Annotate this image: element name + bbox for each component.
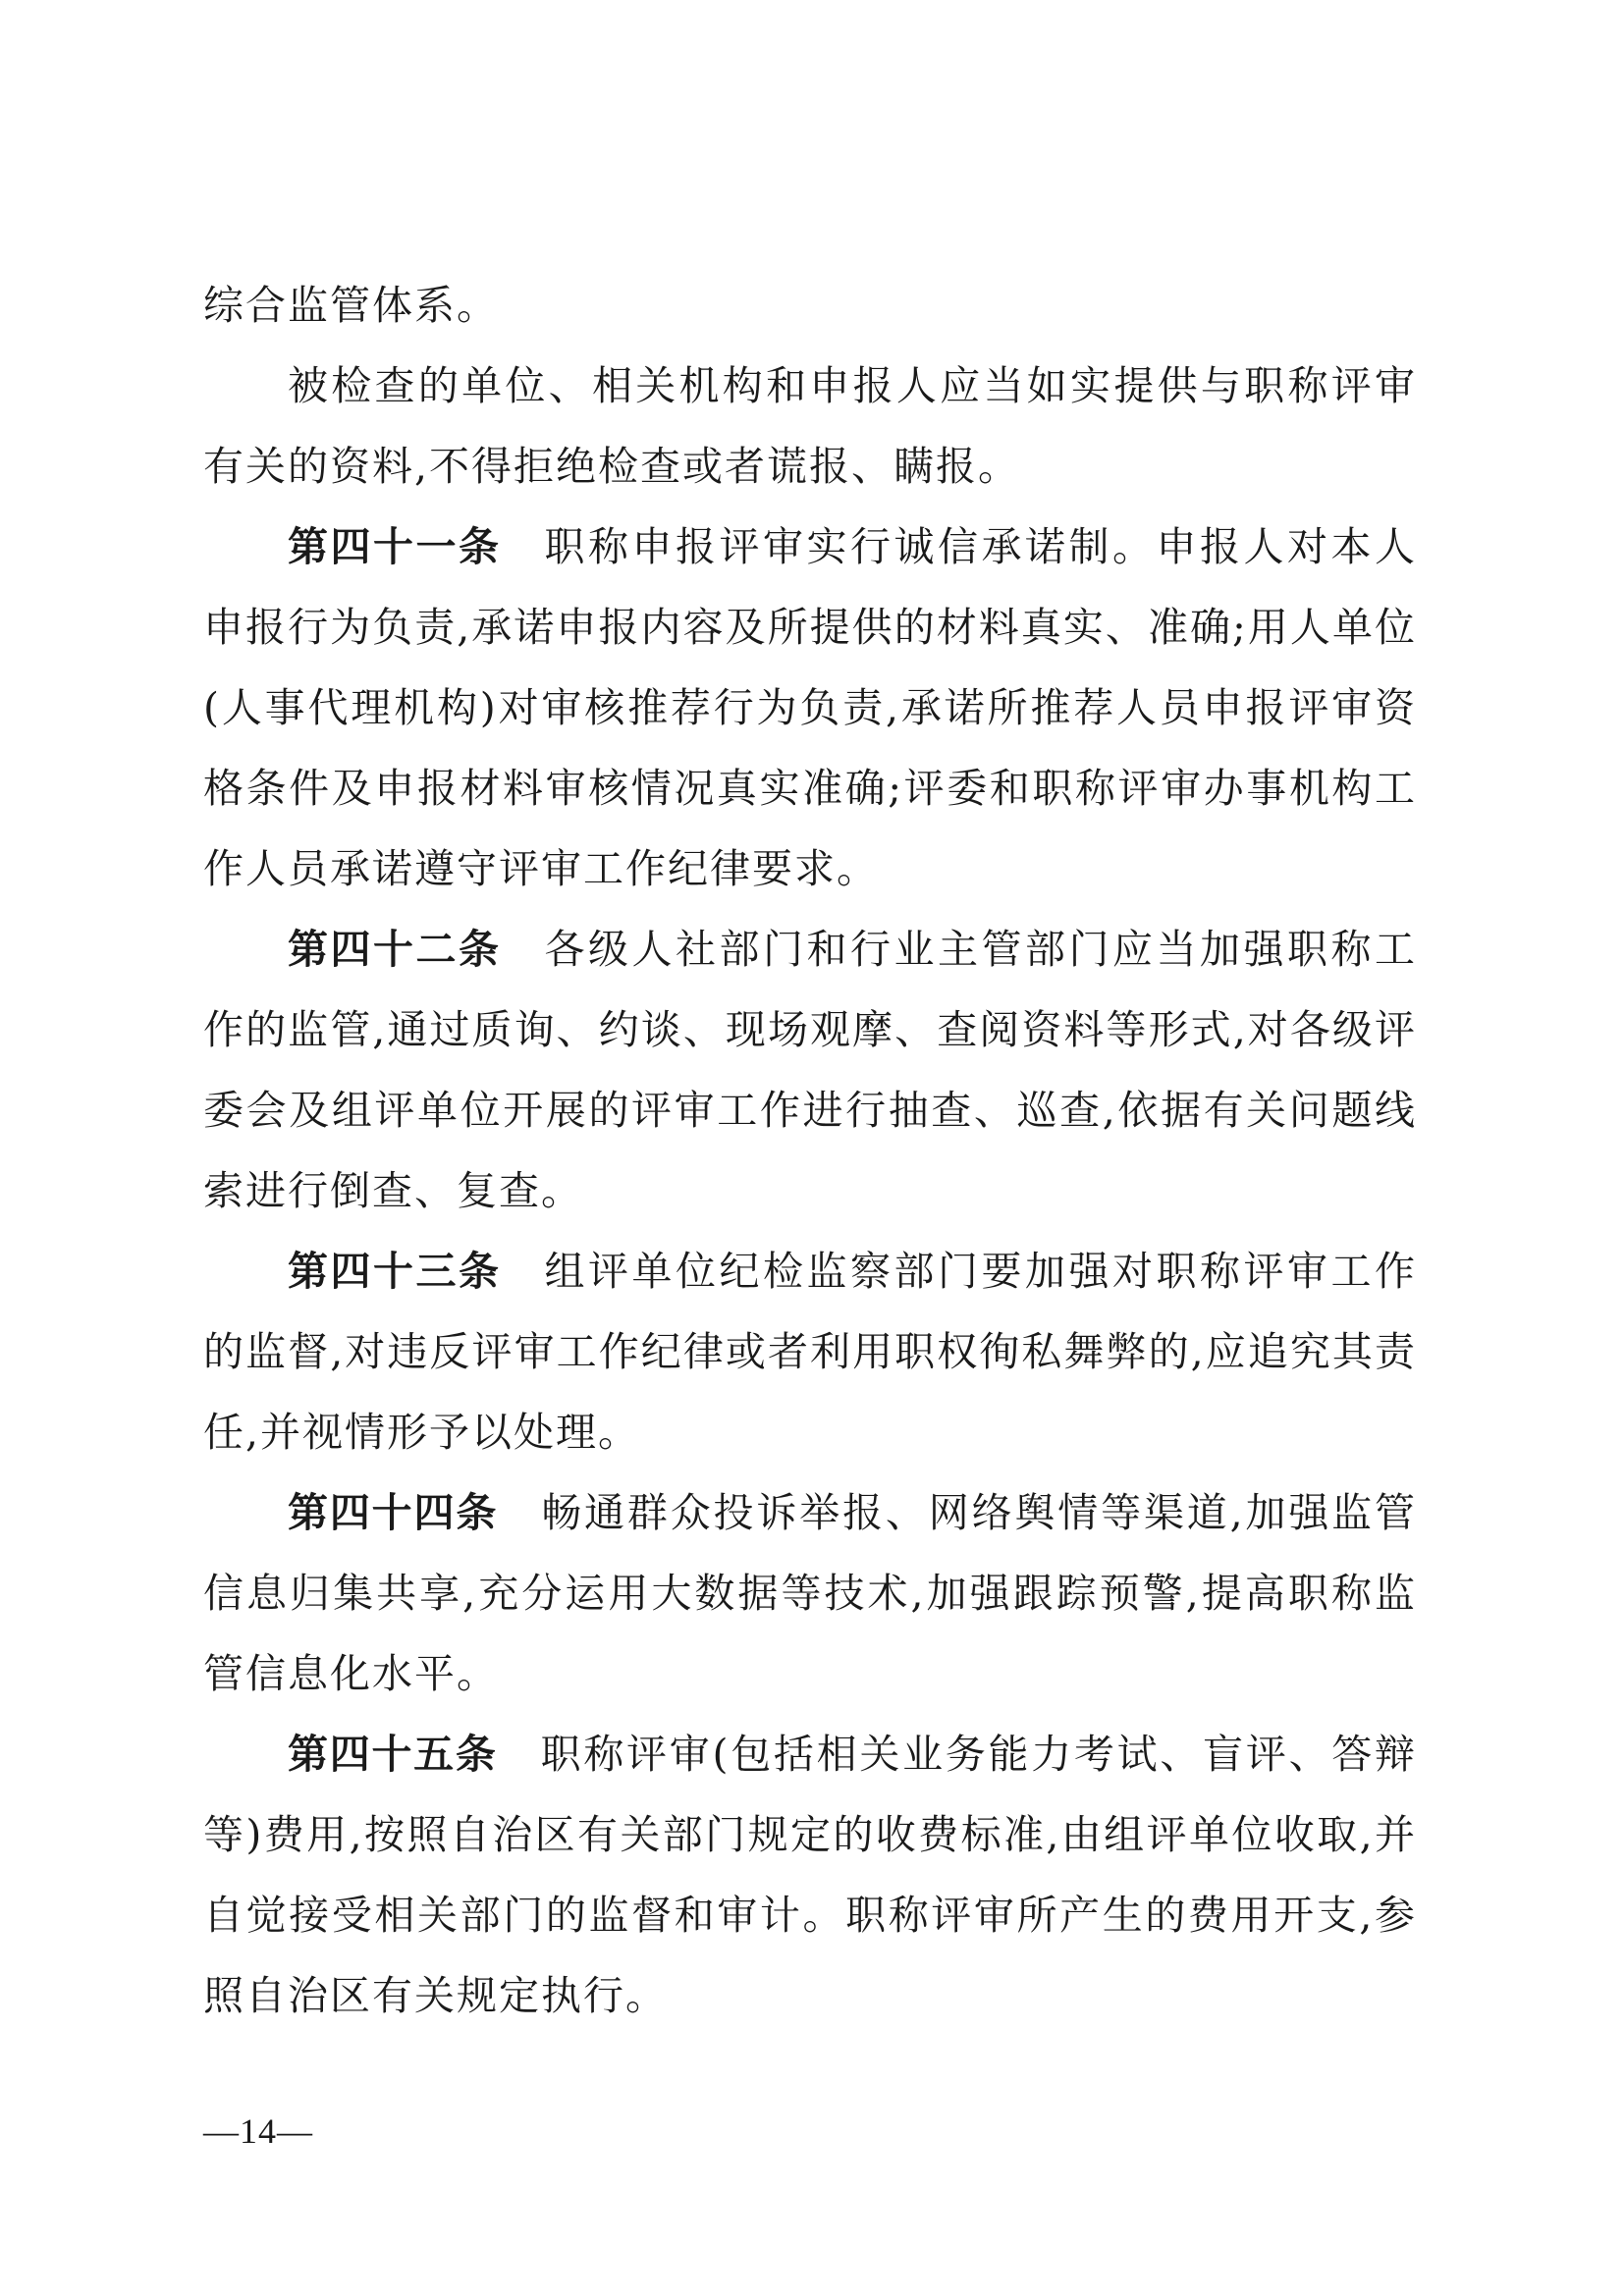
article-44 — [203, 1472, 1417, 1714]
article-number: 第四十二条 — [288, 926, 502, 973]
article-text: 各级人社部门和行业主管部门应当加强职称工作的监管,通过质询、约谈、现场观摩、查阅资料等形式,对各级评委会及组评单位开展的评审工作进行抽查、巡查,依据有关问题线索进行倒查、复查。 — [203, 926, 1417, 1214]
article-41 — [203, 507, 1417, 909]
article-number: 第四十五条 — [288, 1731, 498, 1778]
page-number: —14— — [203, 2111, 313, 2151]
paragraph-inspection-cooperation — [203, 346, 1417, 507]
article-text: 组评单位纪检监察部门要加强对职称评审工作的监督,对违反评审工作纪律或者利用职权徇私舞弊的,应追究其责任,并视情形予以处理。 — [203, 1248, 1417, 1456]
article-number: 第四十四条 — [288, 1489, 499, 1536]
article-text: 职称申报评审实行诚信承诺制。申报人对本人申报行为负责,承诺申报内容及所提供的材料真实、准确;用人单位(人事代理机构)对审核推荐行为负责,承诺所推荐人员申报评审资格条件及申报材料审核情况真实准确;评委和职称评审办事机构工作人员承诺遵守评审工作纪律要求。 — [203, 523, 1417, 892]
article-number: 第四十三条 — [288, 1248, 502, 1295]
paragraph-text: 综合监管体系。 — [203, 282, 499, 329]
paragraph-continuation — [203, 265, 1417, 346]
article-43 — [203, 1231, 1417, 1472]
article-45 — [203, 1714, 1417, 2036]
article-text: 职称评审(包括相关业务能力考试、盲评、答辩等)费用,按照自治区有关部门规定的收费标准,由组评单位收取,并自觉接受相关部门的监督和审计。职称评审所产生的费用开支,参照自治区有关规定执行。 — [203, 1731, 1418, 2019]
article-number: 第四十一条 — [288, 523, 502, 570]
paragraph-text: 被检查的单位、相关机构和申报人应当如实提供与职称评审有关的资料,不得拒绝检查或者谎报、瞒报。 — [203, 362, 1417, 490]
article-42 — [203, 909, 1417, 1231]
article-text: 畅通群众投诉举报、网络舆情等渠道,加强监管信息归集共享,充分运用大数据等技术,加强跟踪预警,提高职称监管信息化水平。 — [203, 1489, 1418, 1697]
document-body — [203, 265, 1417, 2036]
